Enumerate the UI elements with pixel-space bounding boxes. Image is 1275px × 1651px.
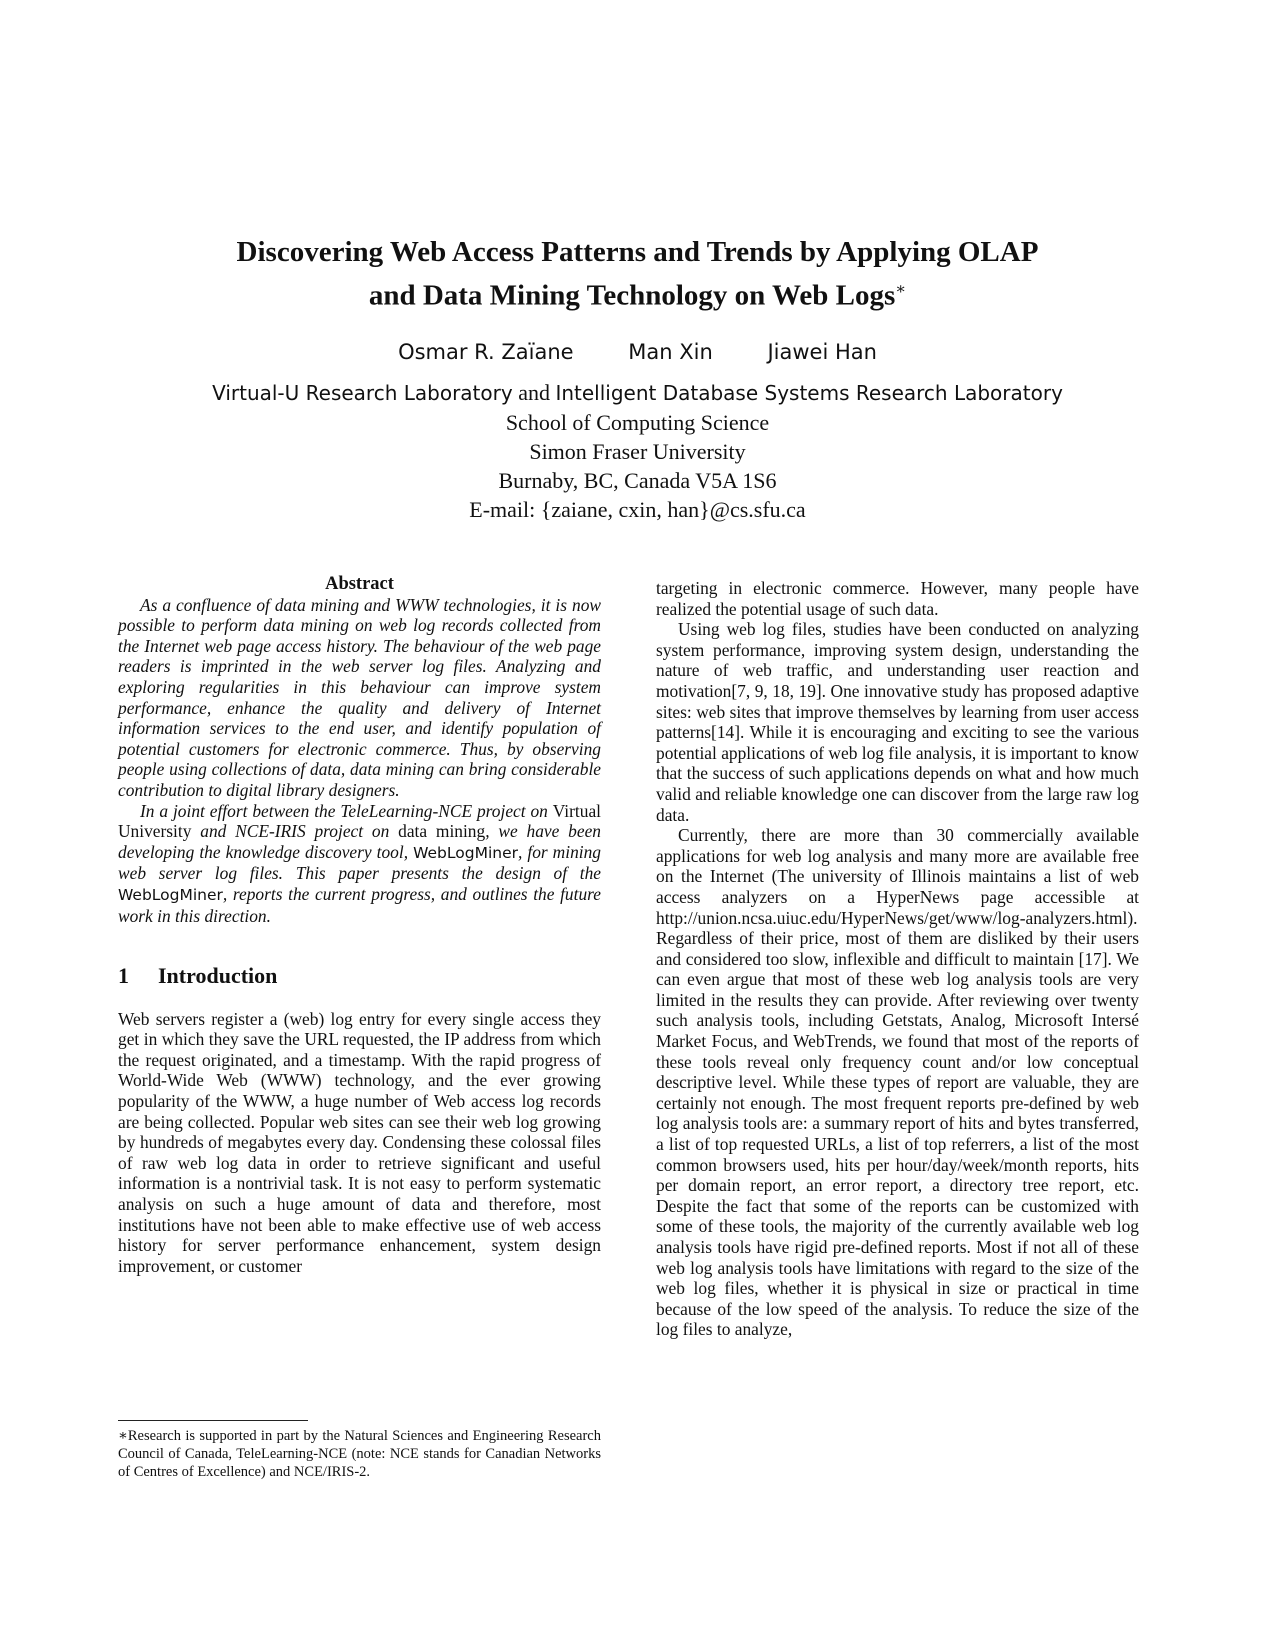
abstract-paragraph: In a joint effort between the TeleLearning-NCE project on Virtual University and NCE-IRIS project on data mining, we have been developing the knowledge discovery tool, WebLogMiner, for mining web server log files. This paper presents the design of the WebLogMiner, reports the current progress, and outlines the future work in this direction. [118,800,601,926]
author-name: Man Xin [628,340,713,364]
section-title: Introduction [158,963,278,989]
section-heading [118,963,601,989]
body-paragraph: targeting in electronic commerce. However, many people have realized the potential usage of such data. [656,578,1139,619]
address: Burnaby, BC, Canada V5A 1S6 [498,468,777,493]
affiliation-block [100,378,1175,524]
lab-name: Intelligent Database Systems Research Laboratory [555,381,1063,405]
lab-name: Virtual-U Research Laboratory [212,381,513,405]
left-column [118,574,601,1276]
school-name: School of Computing Science [505,410,770,435]
university-name: Simon Fraser University [529,439,746,464]
footnote [118,1420,601,1481]
body-paragraph: Web servers register a (web) log entry for every single access they get in which they save the URL requested, the IP address from which the request originated, and a timestamp. With the rapid progress of World-Wide Web (WWW) technology, and the ever growing popularity of the WWW, a huge number of Web access log records are being collected. Popular web sites can see their web log growing by hundreds of megabytes every day. Condensing these colossal files of raw web log data in order to retrieve significant and useful information is a nontrivial task. It is not easy to perform systematic analysis on such a huge amount of data and therefore, most institutions have not been able to make effective use of web access history for server performance enhancement, system design improvement, or customer [118,1008,601,1276]
author-name: Osmar R. Zaïane [398,340,574,364]
footnote-text: ∗Research is supported in part by the Natural Sciences and Engineering Research Council of Canada, TeleLearning-NCE (note: NCE stands for Canadian Networks of Centres of Excellence) and NCE/IRIS-2. [118,1428,601,1480]
body-paragraph: Currently, there are more than 30 commercially available applications for web log analysis and many more are available free on the Internet (The university of Illinois maintains a list of web access analyzers on a HyperNews page accessible at http://union.ncsa.uiuc.edu/HyperNews/get/www/log-analyzers.html). Regardless of their price, most of them are disliked by their users and considered too slow, inflexible and difficult to maintain [17]. We can even argue that most of these web log analysis tools are very limited in the results they can provide. After reviewing over twenty such analysis tools, including Getstats, Analog, Microsoft Intersé Market Focus, and WebTrends, we found that most of the reports of these tools reveal only frequency count and/or low conceptual descriptive level. While these types of report are valuable, they are certainly not enough. The most frequent reports pre-defined by web log analysis tools are: a summary report of hits and bytes transferred, a list of top requested URLs, a list of top referrers, a list of the most common browsers used, hits per hour/day/week/month reports, hits per domain report, an error report, a directory tree report, etc. Despite the fact that some of the reports can be customized with some of these tools, the majority of the currently available web log analysis tools have rigid pre-defined reports. Most if not all of these web log analysis tools have limitations with regard to the size of the web log files, whether it is physical in size or practical in time because of the low speed of the analysis. To reduce the size of the log files to analyze, [656,825,1139,1340]
abstract-paragraph: As a confluence of data mining and WWW technologies, it is now possible to perform data mining on web log records collected from the Internet web page access history. The behaviour of the web page readers is imprinted in the web server log files. Analyzing and exploring regularities in this behaviour can improve system performance, enhance the quality and delivery of Internet information services to the end user, and identify population of potential customers for electronic commerce. Thus, by observing people using collections of data, data mining can bring considerable contribution to digital library designers. [118,594,601,800]
title-line-1: Discovering Web Access Patterns and Trends by Applying OLAP [236,236,1039,268]
body-paragraph: Using web log files, studies have been conducted on analyzing system performance, improving system design, understanding the nature of web traffic, and understanding user reaction and motivation[7, 9, 18, 19]. One innovative study has proposed adaptive sites: web sites that improve themselves by learning from user access patterns[14]. While it is encouraging and exciting to see the various potential applications of web log file analysis, it is important to know that the success of such applications depends on what and how much valid and reliable knowledge one can discover from the large raw log data. [656,619,1139,825]
lab-conjunction: and [518,380,550,405]
footnote-rule [118,1420,308,1421]
abstract-heading: Abstract [325,574,394,594]
email: E-mail: {zaiane, cxin, han}@cs.sfu.ca [469,497,806,522]
section-number: 1 [118,963,129,989]
title-line-2: and Data Mining Technology on Web Logs [368,279,896,312]
author-list [100,338,1175,366]
right-column [656,578,1139,1340]
author-name: Jiawei Han [767,340,877,364]
title-footnote-mark: ∗ [895,281,907,298]
paper-title [100,234,1175,315]
